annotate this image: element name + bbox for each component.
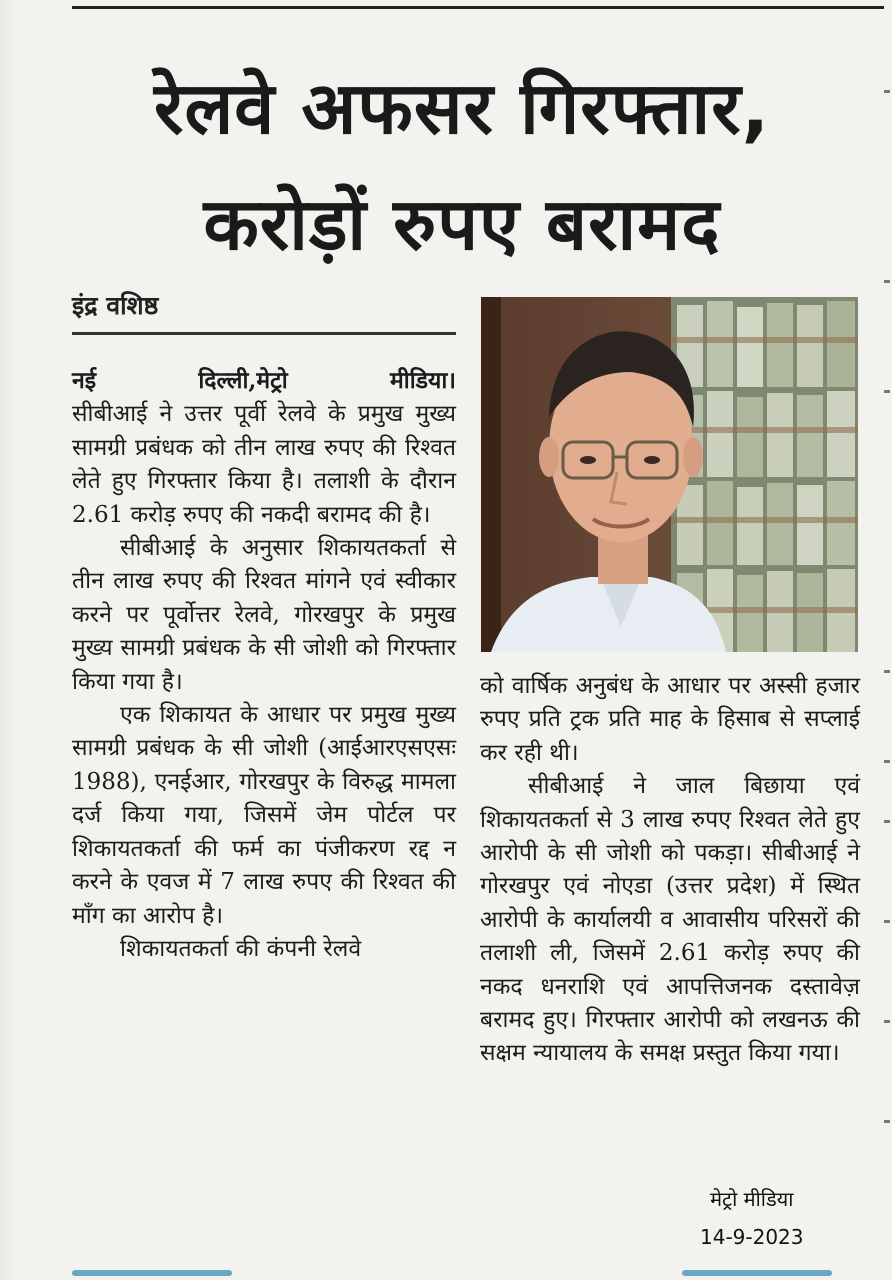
paragraph-2: सीबीआई के अनुसार शिकायतकर्ता से तीन लाख रुपए की रिश्वत मांगने एवं स्वीकार करने पर पूर्वोत्तर रेलवे, गोरखपुर के प्रमुख मुख्य सामग्री प्रबंधक के सी जोशी को गिरफ्तार किया गया है। [72,535,456,695]
credit-source: मेट्रो मीडिया [710,1187,794,1211]
dateline: नई दिल्ली,मेट्रो मीडिया। [72,367,456,394]
article-column-2 [480,670,860,1071]
paragraph-1-body: सीबीआई ने उत्तर पूर्वी रेलवे के प्रमुख मुख्य सामग्री प्रबंधक को तीन लाख रुपए की रिश्वत लेते हुए गिरफ्तार किया है। तलाशी के दौरान 2.61 करोड़ रुपए की नकदी बरामद की है। [72,401,456,528]
bottom-accent-right [682,1270,832,1276]
officer-and-cash-photo [481,297,858,652]
paragraph-4: शिकायतकर्ता की कंपनी रेलवे [120,935,362,962]
byline-rule [72,332,456,335]
credit-date: 14-9-2023 [700,1225,804,1249]
paragraph-3: एक शिकायत के आधार पर प्रमुख मुख्य सामग्री प्रबंधक के सी जोशी (आईआरएसएसः 1988), एनईआर, गोरखपुर के विरुद्ध मामला दर्ज किया गया, जिसमें जेम पोर्टल पर शिकायतकर्ता की फर्म का पंजीकरण रद्द न करने के एवज में 7 लाख रुपए की रिश्वत की माँग का आरोप है। [72,702,456,929]
bottom-accent-left [72,1270,232,1276]
headline-line-1: रेलवे अफसर गिरफ्तार, [154,66,770,150]
col2-paragraph-1: को वार्षिक अनुबंध के आधार पर अस्सी हजार रुपए प्रति ट्रक प्रति माह के हिसाब से सप्लाई कर रही थी। [480,673,860,766]
byline: इंद्र वशिष्ठ [72,291,159,320]
top-rule [72,6,884,9]
article-column-1 [72,364,456,966]
col2-paragraph-2: सीबीआई ने जाल बिछाया एवं शिकायतकर्ता से 3 लाख रुपए रिश्वत लेते हुए आरोपी के सी जोशी को पकड़ा। सीबीआई ने गोरखपुर एवं नोएडा (उत्तर प्रदेश) में स्थित आरोपी के कार्यालयी व आवासीय परिसरों की तलाशी ली, जिसमें 2.61 करोड़ रुपए की नकद धनराशि एवं आपत्तिजनक दस्तावेज़ बरामद हुए। गिरफ्तार आरोपी को लखनऊ की सक्षम न्यायालय के समक्ष प्रस्तुत किया गया। [480,773,860,1067]
page-left-margin [0,0,16,1280]
headline-line-2: करोड़ों रुपए बरामद [203,182,721,266]
photo-illustration [481,297,858,652]
source-credit [700,1186,804,1250]
paragraph-1 [72,364,456,398]
adjacent-column-edge [882,60,892,1270]
